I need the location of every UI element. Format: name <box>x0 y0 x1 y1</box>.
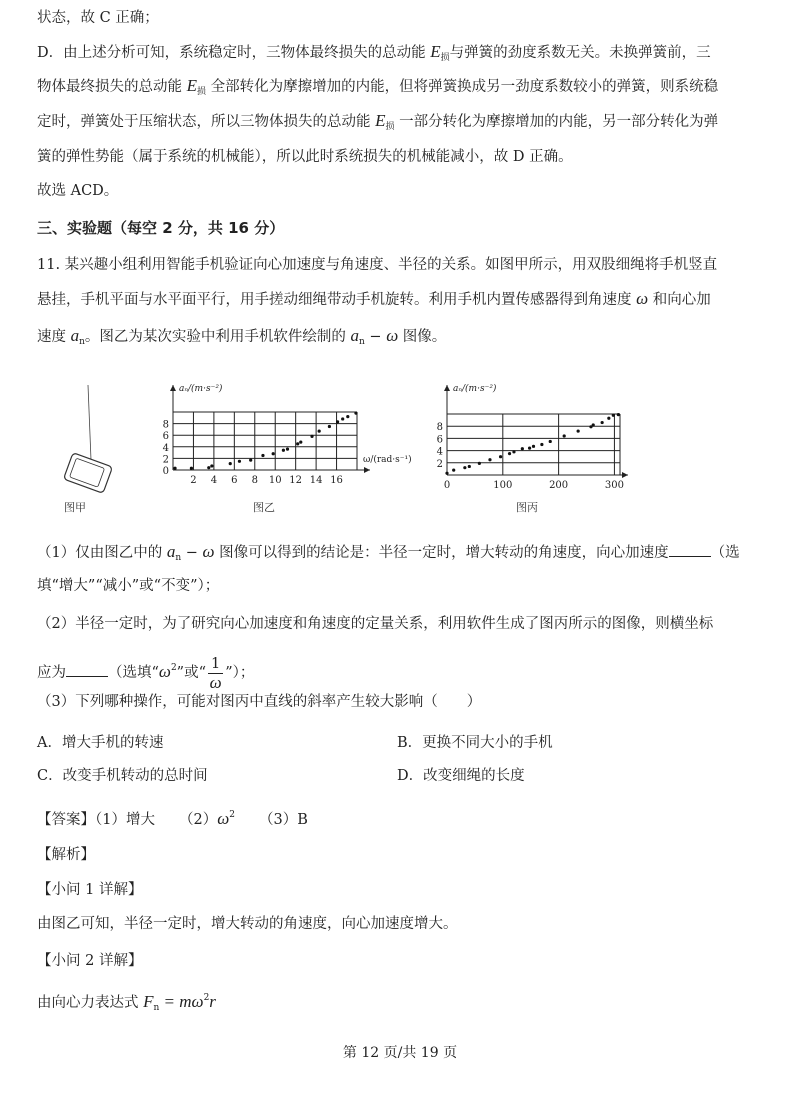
data-point <box>592 423 595 426</box>
data-point <box>318 430 321 433</box>
math-omega: ω <box>202 542 215 561</box>
y-tick-label: 2 <box>162 454 169 466</box>
text-line <box>37 648 254 693</box>
data-point <box>468 465 471 468</box>
math-r: r <box>209 992 216 1011</box>
data-point <box>601 421 604 424</box>
analysis-text: 由图乙可知，半径一定时，增大转动的角速度，向心加速度增大。 <box>37 916 458 932</box>
text: （选 <box>710 545 740 561</box>
y-tick-label: 8 <box>162 419 169 431</box>
text-line <box>37 76 718 102</box>
data-point <box>190 467 193 470</box>
text: 图像。 <box>398 329 447 345</box>
subscript: 损 <box>440 53 450 63</box>
data-point <box>286 448 289 451</box>
data-point <box>354 412 357 415</box>
subscript: 损 <box>197 87 207 97</box>
x-tick-label: 6 <box>231 475 238 486</box>
figure-caption: 图乙 <box>253 501 275 514</box>
text: 簧的弹性势能（属于系统的机械能），所以此时系统损失的机械能减小，故 D 正确。 <box>37 149 573 165</box>
math-F: F <box>143 992 154 1011</box>
chart-bing <box>437 383 628 491</box>
numerator: 1 <box>208 655 223 674</box>
section-title: 三、实验题（每空 2 分，共 16 分） <box>37 219 285 237</box>
text: 悬挂，手机平面与水平面平行，用手搓动细绳带动手机旋转。利用手机内置传感器得到角速度 <box>37 292 637 308</box>
y-tick-label: 8 <box>436 422 443 434</box>
question-line <box>37 255 717 275</box>
superscript: 2 <box>229 810 235 820</box>
answer-blank[interactable] <box>66 662 108 677</box>
subscript: n <box>359 337 365 347</box>
text-line <box>37 42 711 68</box>
subscript: n <box>79 337 85 347</box>
y-axis-label: aₙ/(m·s⁻²) <box>453 384 497 394</box>
x-tick-label: 10 <box>268 475 282 486</box>
data-point <box>249 459 252 462</box>
subquestion-1 <box>37 542 740 568</box>
text: （2） <box>178 812 218 828</box>
text-line <box>37 576 219 596</box>
math-E: E <box>186 76 197 95</box>
math-a: a <box>70 326 80 345</box>
analysis-subheading: 【小问 1 详解】 <box>37 882 143 898</box>
data-point <box>229 462 232 465</box>
data-point <box>549 440 552 443</box>
text: 全部转化为摩擦增加的内能，但将弹簧换成另一劲度系数较小的弹簧，则系统稳 <box>206 79 719 95</box>
text: − <box>364 329 387 345</box>
text: ”）； <box>225 665 255 681</box>
data-point <box>272 452 275 455</box>
data-point <box>563 434 566 437</box>
superscript: 2 <box>203 993 210 1003</box>
x-tick-label: 14 <box>309 475 323 486</box>
data-point <box>336 420 339 423</box>
x-tick-label: 12 <box>289 475 303 486</box>
option-b: B．更换不同大小的手机 <box>397 735 553 751</box>
text: ”或“ <box>176 665 206 681</box>
math-omega: ω <box>636 289 649 308</box>
fraction-one-over-omega <box>208 655 223 692</box>
data-point <box>532 445 535 448</box>
data-point <box>540 443 543 446</box>
y-tick-label: 2 <box>436 458 443 470</box>
text: 由向心力表达式 <box>37 995 144 1011</box>
math-omega: ω <box>158 662 171 681</box>
data-point <box>299 441 302 444</box>
page-footer: 第 12 页/共 19 页 <box>342 1045 458 1061</box>
x-axis-label: ω/(rad·s⁻¹) <box>363 455 412 465</box>
y-axis-arrow-icon <box>170 385 176 391</box>
data-point <box>607 417 610 420</box>
data-point <box>173 467 176 470</box>
x-tick-label: 8 <box>251 475 258 486</box>
data-point <box>612 414 615 417</box>
math-omega: ω <box>217 809 230 828</box>
data-point <box>577 429 580 432</box>
math-omega: ω <box>386 326 399 345</box>
data-point <box>238 460 241 463</box>
option-c: C．改变手机转动的总时间 <box>37 768 208 784</box>
text-line <box>37 111 718 137</box>
question-line <box>37 326 446 352</box>
data-point <box>488 458 491 461</box>
y-tick-label: 6 <box>436 434 443 446</box>
x-tick-label: 0 <box>443 480 451 491</box>
data-point <box>210 464 213 467</box>
text: 速度 <box>37 329 71 345</box>
math-omega: ω <box>191 992 204 1011</box>
data-point <box>310 435 313 438</box>
subscript: n <box>175 553 182 563</box>
y-tick-label: 4 <box>162 442 169 454</box>
y-axis-arrow-icon <box>444 385 450 391</box>
math-E: E <box>375 111 386 130</box>
math-eq: = m <box>159 992 192 1011</box>
text: 一部分转化为摩擦增加的内能，另一部分转化为弹 <box>394 114 719 130</box>
math-a: a <box>350 326 360 345</box>
x-axis-arrow-icon <box>364 467 370 473</box>
data-point <box>346 415 349 418</box>
answer-blank[interactable] <box>669 542 711 557</box>
chart-yi <box>163 383 412 486</box>
text: 物体最终损失的总动能 <box>37 79 187 95</box>
data-point <box>508 452 511 455</box>
option-a: A．增大手机的转速 <box>37 735 164 751</box>
option-d: D．改变细绳的长度 <box>397 768 525 784</box>
phone-illustration <box>63 453 112 494</box>
x-tick-label: 300 <box>604 480 624 491</box>
data-point <box>341 417 344 420</box>
text: D．由上述分析可知，系统稳定时，三物体最终损失的总动能 <box>37 45 431 61</box>
text: （3）B <box>258 812 308 828</box>
denominator: ω <box>209 672 222 692</box>
text: 图像可以得到的结论是：半径一定时，增大转动的角速度，向心加速度 <box>214 545 669 561</box>
text: （2）半径一定时，为了研究向心加速度和角速度的定量关系，利用软件生成了图丙所示的图像，则横坐标 <box>37 616 714 632</box>
figure-caption: 图甲 <box>64 501 86 514</box>
text: （1）仅由图乙中的 <box>37 545 167 561</box>
subscript: 损 <box>385 122 395 132</box>
data-point <box>617 413 620 416</box>
data-point <box>478 462 481 465</box>
analysis-text <box>37 988 216 1018</box>
data-point <box>452 469 455 472</box>
analysis-label: 【解析】 <box>37 847 95 863</box>
subquestion-3: （3）下列哪种操作，可能对图丙中直线的斜率产生较大影响（ ） <box>37 694 482 710</box>
question-line <box>37 289 711 310</box>
data-point <box>328 425 331 428</box>
subquestion-2 <box>37 614 713 634</box>
x-axis-arrow-icon <box>622 472 628 478</box>
data-point <box>261 454 264 457</box>
data-point <box>463 466 466 469</box>
data-point <box>528 447 531 450</box>
superscript: 2 <box>170 663 177 673</box>
text: 11. 某兴趣小组利用智能手机验证向心加速度与角速度、半径的关系。如图甲所示，用双股细绳将手机竖直 <box>37 257 718 273</box>
figure-jia <box>36 385 113 525</box>
math-E: E <box>430 42 441 61</box>
data-point <box>445 472 448 475</box>
string <box>88 385 91 460</box>
x-tick-label: 4 <box>210 475 218 486</box>
text-line <box>37 8 159 28</box>
data-point <box>521 447 524 450</box>
data-point <box>512 450 515 453</box>
data-point <box>499 455 502 458</box>
text: 【答案】（1）增大 <box>37 812 155 828</box>
text: 状态，故 C 正确； <box>37 10 159 26</box>
text: 定时，弹簧处于压缩状态，所以三物体损失的总动能 <box>37 114 376 130</box>
math-a: a <box>166 542 176 561</box>
data-point <box>296 442 299 445</box>
text: 应为 <box>37 665 66 681</box>
text: 。图乙为某次实验中利用手机软件绘制的 <box>84 329 351 345</box>
y-tick-label: 4 <box>436 446 443 458</box>
text: （选填“ <box>108 665 159 681</box>
x-tick-label: 16 <box>330 475 343 486</box>
text-line <box>37 147 573 167</box>
text: 故选 ACD。 <box>37 183 119 199</box>
y-axis-label: aₙ/(m·s⁻²) <box>179 384 223 394</box>
y-tick-label: 0 <box>162 466 169 477</box>
text-line <box>37 181 118 201</box>
x-tick-label: 100 <box>493 480 513 491</box>
text: − <box>181 545 203 561</box>
figures <box>0 365 800 525</box>
text: 和向心加 <box>648 292 711 308</box>
x-tick-label: 2 <box>190 475 197 486</box>
text: 填“增大”“减小”或“不变”）； <box>37 578 220 594</box>
analysis-subheading: 【小问 2 详解】 <box>37 953 143 969</box>
text: 与弹簧的劲度系数无关。未换弹簧前，三 <box>449 45 711 61</box>
subscript: n <box>153 1003 160 1013</box>
answer-line <box>37 805 308 830</box>
data-point <box>207 466 210 469</box>
x-tick-label: 200 <box>549 480 569 491</box>
y-tick-label: 6 <box>162 431 169 443</box>
data-point <box>282 449 285 452</box>
figure-caption: 图丙 <box>516 501 538 514</box>
